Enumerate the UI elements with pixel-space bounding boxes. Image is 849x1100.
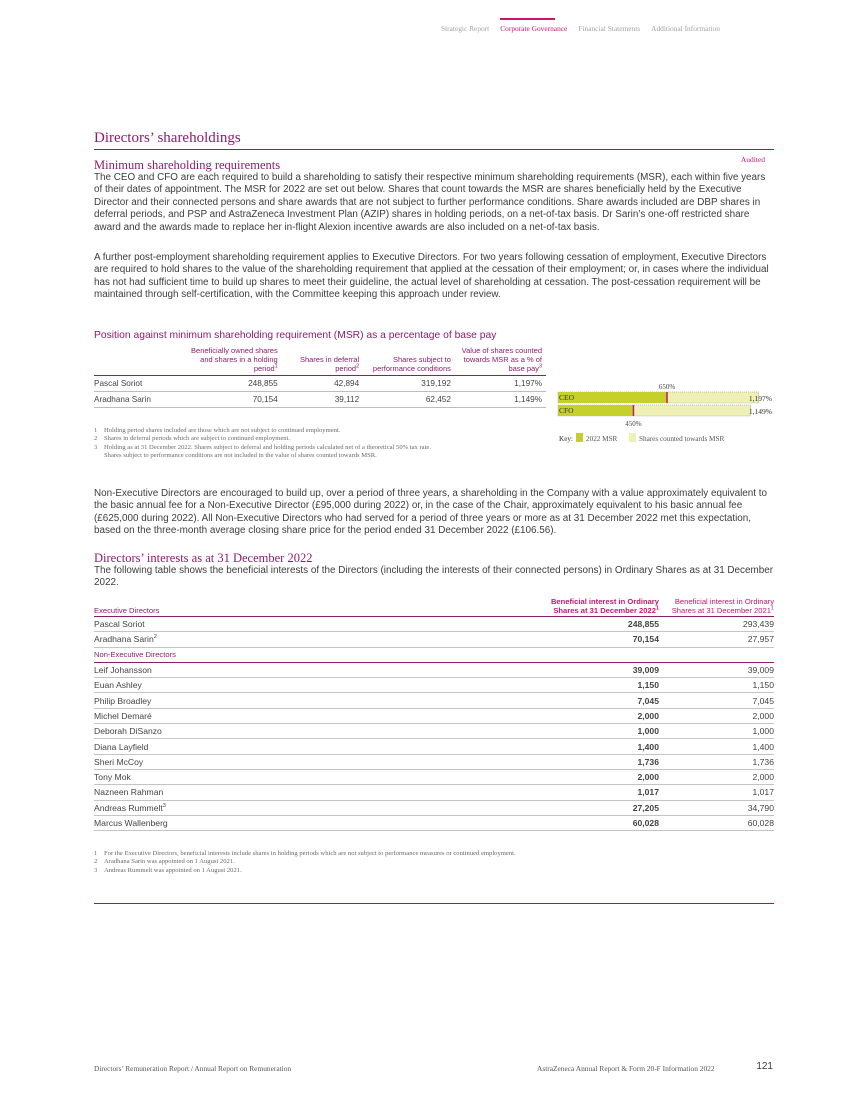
directors-interests-table	[94, 597, 774, 831]
msr-owned: 70,154	[190, 392, 282, 408]
chart-category-label: CEO	[559, 393, 574, 402]
table-row	[94, 376, 546, 392]
legend-key-label: Key:	[559, 435, 573, 443]
table-row	[94, 769, 774, 784]
table-row	[94, 800, 774, 815]
interest-2022: 7,045	[539, 693, 659, 708]
msr-header-value: Value of shares counted towards MSR as a % of base pay$^3$	[455, 346, 546, 376]
interest-2021: 39,009	[659, 662, 774, 677]
table-row	[94, 815, 774, 830]
interest-2022: 70,154	[539, 632, 659, 647]
section-row	[94, 647, 774, 662]
legend-label-counted: Shares counted towards MSR	[639, 435, 725, 443]
msr-footnotes	[94, 427, 431, 461]
director-name: Philip Broadley	[94, 693, 539, 708]
ned-section-label: Non-Executive Directors	[94, 647, 774, 662]
footnote: 1 Holding period shares included are those which are not subject to continued employment.	[94, 427, 341, 434]
director-name: Tony Mok	[94, 769, 539, 784]
footer-report-title: AstraZeneca Annual Report & Form 20-F Information 2022	[537, 1064, 715, 1073]
interest-2022: 1,150	[539, 678, 659, 693]
legend-swatch-counted	[629, 433, 636, 442]
table-row	[94, 693, 774, 708]
interest-2021: 1,000	[659, 724, 774, 739]
interest-2021: 60,028	[659, 815, 774, 830]
interest-2022: 27,205	[539, 800, 659, 815]
footnote: 2 Aradhana Sarin was appointed on 1 August 2021.	[94, 858, 235, 866]
nav-corporate-governance[interactable]: Corporate Governance	[500, 24, 568, 33]
nav-additional-information[interactable]: Additional Information	[651, 24, 720, 33]
director-name: Deborah DiSanzo	[94, 724, 539, 739]
chart-msr-label: 650%	[658, 383, 676, 391]
legend-swatch-msr	[576, 433, 583, 442]
msr-header-deferral: Shares in deferral period$^2$	[282, 346, 363, 376]
msr-name: Aradhana Sarin	[94, 392, 190, 408]
msr-table	[94, 346, 546, 408]
interest-2022: 39,009	[539, 662, 659, 677]
msr-performance: 62,452	[363, 392, 455, 408]
page-number: 121	[756, 1061, 773, 1072]
footer-section-title: Directors’ Remuneration Report / Annual Report on Remuneration	[94, 1064, 292, 1073]
msr-deferral: 42,894	[282, 376, 363, 392]
director-name: Aradhana Sarin$^2$	[94, 632, 539, 647]
chart-value-label: 1,149%	[748, 407, 772, 416]
footnote: Shares subject to performance conditions are not included in the value of shares counted towards MSR.	[104, 452, 377, 460]
interest-2021: 34,790	[659, 800, 774, 815]
msr-header-performance: Shares subject to performance conditions	[363, 346, 455, 376]
table-row	[94, 662, 774, 677]
msr-header-owned: Beneficially owned shares and shares in a holding period$^1$	[190, 346, 282, 376]
table-row	[94, 632, 774, 647]
table-row	[94, 392, 546, 408]
audited-badge: Audited	[740, 155, 765, 164]
chart-value-label: 1,197%	[748, 394, 772, 403]
title-divider	[94, 149, 774, 150]
director-name: Pascal Soriot	[94, 617, 539, 632]
interests-footnotes	[94, 850, 516, 875]
interest-2022: 248,855	[539, 617, 659, 632]
table-row	[94, 678, 774, 693]
table-row	[94, 739, 774, 754]
footnote: 1 For the Executive Directors, beneficial interests include shares in holding periods which are not subject to performance measures or continued employment.	[94, 850, 516, 857]
interest-2021: 1,017	[659, 785, 774, 800]
msr-value: 1,197%	[455, 376, 546, 392]
interest-2022: 1,736	[539, 754, 659, 769]
director-name: Leif Johansson	[94, 662, 539, 677]
director-name: Diana Layfield	[94, 739, 539, 754]
msr-bar-ceo	[558, 392, 667, 403]
msr-value: 1,149%	[455, 392, 546, 408]
director-name: Marcus Wallenberg	[94, 815, 539, 830]
director-name: Andreas Rummelt$^3$	[94, 800, 539, 815]
director-name: Michel Demaré	[94, 708, 539, 723]
interest-2021: 293,439	[659, 617, 774, 632]
msr-header-name	[94, 346, 190, 376]
footnote: 3 Holding as at 31 December 2022. Shares subject to deferral and holding periods calculated net of a theoretical 50% tax rate.	[94, 443, 432, 451]
table-row	[94, 754, 774, 769]
interest-2021: 1,736	[659, 754, 774, 769]
nav-financial-statements[interactable]: Financial Statements	[578, 24, 641, 33]
section-end-divider	[94, 903, 774, 904]
interest-2021: 2,000	[659, 769, 774, 784]
interest-2022: 1,017	[539, 785, 659, 800]
table-row	[94, 724, 774, 739]
chart-msr-label: 450%	[625, 420, 642, 428]
interest-2022: 1,400	[539, 739, 659, 754]
interest-2021: 1,400	[659, 739, 774, 754]
interest-2021: 27,957	[659, 632, 774, 647]
interest-2021: 2,000	[659, 708, 774, 723]
msr-chart-title: Position against minimum shareholding requirement (MSR) as a percentage of base pay	[94, 330, 497, 341]
chart-legend	[559, 433, 724, 443]
min-shareholding-paragraph-2: A further post-employment shareholding requirement applies to Executive Directors. For two years following cessation of employment, Executive Directors are required to hold shares to the value of the shareholding requirement that applied at the cessation of their employment; or, in cases where the individual has not had sufficient time to build up shares to meet their guideline, the actual level of shareholding at cessation. The post-cessation requirement will be maintained through self-certification, with the Committee keeping this approach under review.	[94, 252, 769, 301]
col-interest-2022: Beneficial interest in Ordinary Shares at 31 December 2022$^1$	[539, 597, 659, 617]
table-row	[94, 617, 774, 632]
director-name: Euan Ashley	[94, 678, 539, 693]
chart-category-label: CFO	[559, 406, 574, 415]
msr-performance: 319,192	[363, 376, 455, 392]
top-navigation	[441, 24, 720, 33]
director-name: Sheri McCoy	[94, 754, 539, 769]
director-name: Nazneen Rahman	[94, 785, 539, 800]
min-shareholding-heading: Minimum shareholding requirements	[94, 158, 281, 172]
footnote: 3 Andreas Rummelt was appointed on 1 August 2021.	[94, 866, 242, 874]
ned-shareholding-paragraph: Non-Executive Directors are encouraged to build up, over a period of three years, a shareholding in the Company with a value approximately equivalent to the basic annual fee for a Non-Executive Director (£95,000 during 2022) or, in the case of the Chair, approximately equivalent to his basic annual fee (£625,000 during 2022). All Non-Executive Directors who had served for a period of three years or more as at 31 December 2022 met this expectation, based on the three-month average closing share price for the period ended 31 December 2022 (£106.56).	[94, 488, 767, 537]
nav-strategic-report[interactable]: Strategic Report	[441, 24, 490, 33]
interest-2022: 60,028	[539, 815, 659, 830]
footnote: 2 Shares in deferral periods which are subject to continued employment.	[94, 435, 291, 443]
min-shareholding-paragraph-1: The CEO and CFO are each required to build a shareholding to satisfy their respective minimum shareholding requirements (MSR), each within five years of their dates of appointment. The MSR for 2022 are set out below. Shares that count towards the MSR are shares beneficially held by the Executive Director and their connected persons and share awards that are not subject to further performance conditions. Share awards included are DBP shares in deferral periods, and PSP and AstraZeneca Investment Plan (AZIP) shares in holding periods, on a net-of-tax basis. Dr Sarin’s one-off restricted share award and the awards made to replace her in-flight Alexion incentive awards are also included on a net-of-tax basis.	[94, 172, 766, 233]
table-row	[94, 708, 774, 723]
interest-2022: 2,000	[539, 769, 659, 784]
directors-interests-intro: The following table shows the beneficial interests of the Directors (including the interests of their connected persons) in Ordinary Shares as at 31 December 2022.	[94, 565, 773, 589]
msr-name: Pascal Soriot	[94, 376, 190, 392]
interest-2022: 2,000	[539, 708, 659, 723]
directors-interests-heading: Directors’ interests as at 31 December 2022	[94, 551, 313, 565]
col-interest-2021: Beneficial interest in Ordinary Shares at 31 December 2021$^1$	[659, 597, 774, 617]
interest-2021: 7,045	[659, 693, 774, 708]
msr-bar-chart	[556, 380, 778, 448]
table-row	[94, 785, 774, 800]
msr-owned: 248,855	[190, 376, 282, 392]
col-executive-directors: Executive Directors	[94, 597, 539, 617]
interest-2022: 1,000	[539, 724, 659, 739]
interest-2021: 1,150	[659, 678, 774, 693]
page-title: Directors’ shareholdings	[94, 130, 241, 146]
msr-deferral: 39,112	[282, 392, 363, 408]
legend-label-msr: 2022 MSR	[586, 435, 618, 443]
